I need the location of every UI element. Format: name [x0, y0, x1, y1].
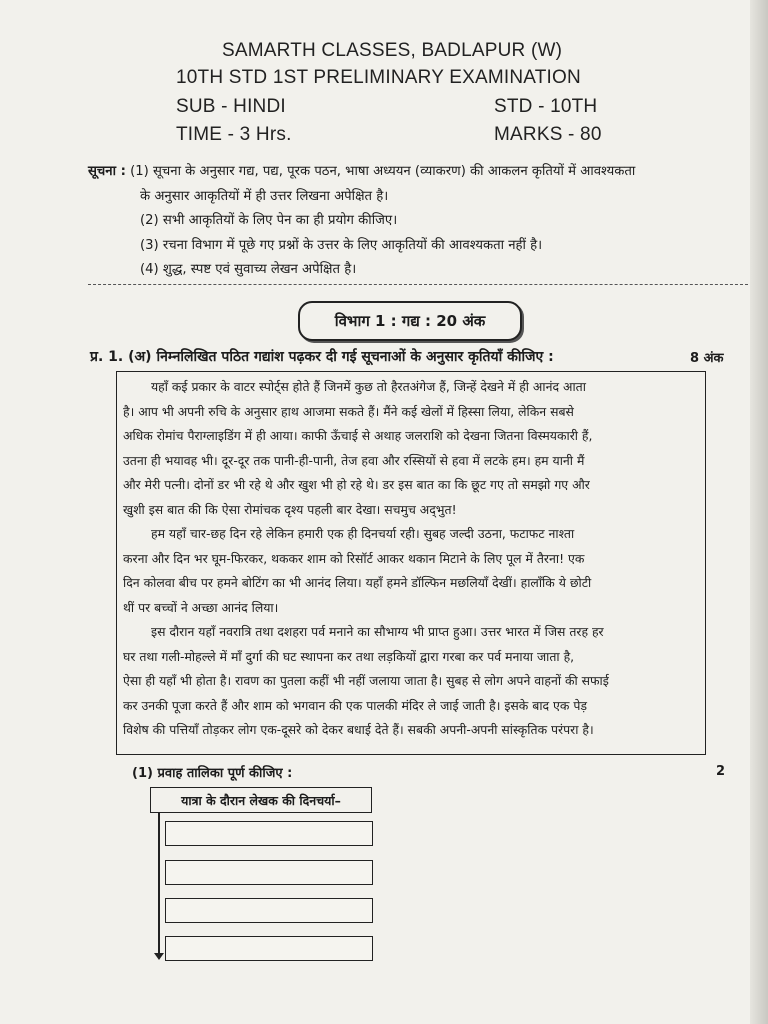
passage-line: है। आप भी अपनी रुचि के अनुसार हाथ आजमा सकते हैं। मैंने कई खेलों में हिस्सा लिया, लेकिन सबसे	[123, 403, 574, 419]
passage-line: अधिक रोमांच पैराग्लाइडिंग में ही आया। काफी ऊँचाई से अथाह जलराशि को देखना जितना विस्मयकारी हैं,	[123, 428, 593, 443]
exam-title: 10TH STD 1ST PRELIMINARY EXAMINATION	[176, 67, 581, 88]
flowchart-answer-box[interactable]	[165, 898, 373, 923]
passage-line: दिन कोलवा बीच पर हमने बोटिंग का भी आनंद लिया। यहाँ हमने डॉल्फिन मछलियाँ देखीं। हालाँकि ये छोटी	[123, 575, 592, 590]
subquestion-text: (1) प्रवाह तालिका पूर्ण कीजिए :	[132, 766, 293, 781]
std-label: STD - 10TH	[494, 96, 598, 117]
passage-line: ऐसा ही यहाँ भी होता है। रावण का पुतला कहीं भी नहीं जलाया जाता है। सुबह से लोग अपने वाहनों की सफाई	[123, 673, 609, 688]
flowchart-arrow-line	[158, 813, 160, 954]
subquestion-marks: 2	[716, 764, 726, 779]
passage-line: इस दौरान यहाँ नवरात्रि तथा दशहरा पर्व मनाने का सौभाग्य भी प्राप्त हुआ। उत्तर भारत में जिस तरह हर	[151, 624, 604, 639]
section-title: विभाग 1 : गद्य : 20 अंक	[298, 301, 522, 341]
instructions-label: सूचना :	[88, 164, 126, 179]
flowchart-answer-box[interactable]	[165, 821, 373, 846]
flowchart-heading: यात्रा के दौरान लेखक की दिनचर्या–	[150, 787, 372, 813]
instruction-item: (4) शुद्ध, स्पष्ट एवं सुवाच्य लेखन अपेक्षित है।	[140, 262, 357, 277]
passage-line: और मेरी पत्नी। दोनों डर भी रहे थे और खुश भी हो रहे थे। डर इस बात का कि छूट गए तो समझो गए और	[123, 477, 590, 492]
question-marks: 8 अंक	[690, 351, 724, 366]
paper-edge	[750, 0, 768, 1024]
flowchart-answer-box[interactable]	[165, 936, 373, 961]
passage-line: घर तथा गली-मोहल्ले में माँ दुर्गा की घट स्थापना कर तथा लड़कियों द्वारा गरबा कर पर्व मनाया जाता है,	[123, 648, 575, 664]
section-divider	[88, 284, 748, 285]
instruction-line	[88, 160, 748, 185]
instructions	[88, 160, 748, 283]
passage-line: विशेष की पत्तियाँ तोड़कर लोग एक-दूसरे को देकर बधाई देते हैं। सबकी अपनी-अपनी सांस्कृतिक परंपरा है।	[123, 722, 594, 737]
question-text: प्र. 1. (अ) निम्नलिखित पठित गद्यांश पढ़कर दी गई सूचनाओं के अनुसार कृतियाँ कीजिए :	[90, 349, 554, 365]
time-label: TIME - 3 Hrs.	[176, 124, 292, 145]
subject-label: SUB - HINDI	[176, 96, 286, 117]
instruction-item: (1) सूचना के अनुसार गद्य, पद्य, पूरक पठन, भाषा अध्ययन (व्याकरण) की आकलन कृतियों में आवश्यकता	[130, 164, 636, 179]
instruction-item: के अनुसार आकृतियों में ही उत्तर लिखना अपेक्षित है।	[140, 188, 389, 204]
instruction-item: (3) रचना विभाग में पूछे गए प्रश्नों के उत्तर के लिए आकृतियों की आवश्यकता नहीं है।	[140, 237, 543, 253]
instruction-item: (2) सभी आकृतियों के लिए पेन का ही प्रयोग कीजिए।	[140, 213, 398, 228]
flowchart-answer-box[interactable]	[165, 860, 373, 885]
passage-line: यहाँ कई प्रकार के वाटर स्पोर्ट्स होते हैं जिनमें कुछ तो हैरतअंगेज हैं, जिन्हें देखने में ही आनंद आता	[151, 379, 586, 394]
passage-line: कर उनकी पूजा करते हैं और शाम को भगवान की एक पालकी मंदिर ले जाई जाती है। इसके बाद एक पेड़	[123, 697, 588, 713]
passage-line: खुशी इस बात की कि ऐसा रोमांचक दृश्य पहली बार देखा। सचमुच अद्‌भुत!	[123, 501, 457, 517]
institute-name: SAMARTH CLASSES, BADLAPUR (W)	[222, 40, 563, 61]
passage-line: थीं पर बच्चों ने अच्छा आनंद लिया।	[123, 599, 279, 615]
marks-label: MARKS - 80	[494, 124, 602, 145]
passage-line: करना और दिन भर घूम-फिरकर, थककर शाम को रिसॉर्ट आकर थकान मिटाने के लिए पूल में तैरना! एक	[123, 550, 585, 566]
passage-box	[116, 371, 706, 755]
passage-line: उतना ही भयावह भी। दूर-दूर तक पानी-ही-पानी, तेज हवा और रस्सियों से हवा में लटके हम। हम यानी मैं	[123, 452, 585, 468]
passage-line: हम यहाँ चार-छह दिन रहे लेकिन हमारी एक ही दिनचर्या रही। सुबह जल्दी उठना, फटाफट नाश्ता	[151, 526, 575, 541]
